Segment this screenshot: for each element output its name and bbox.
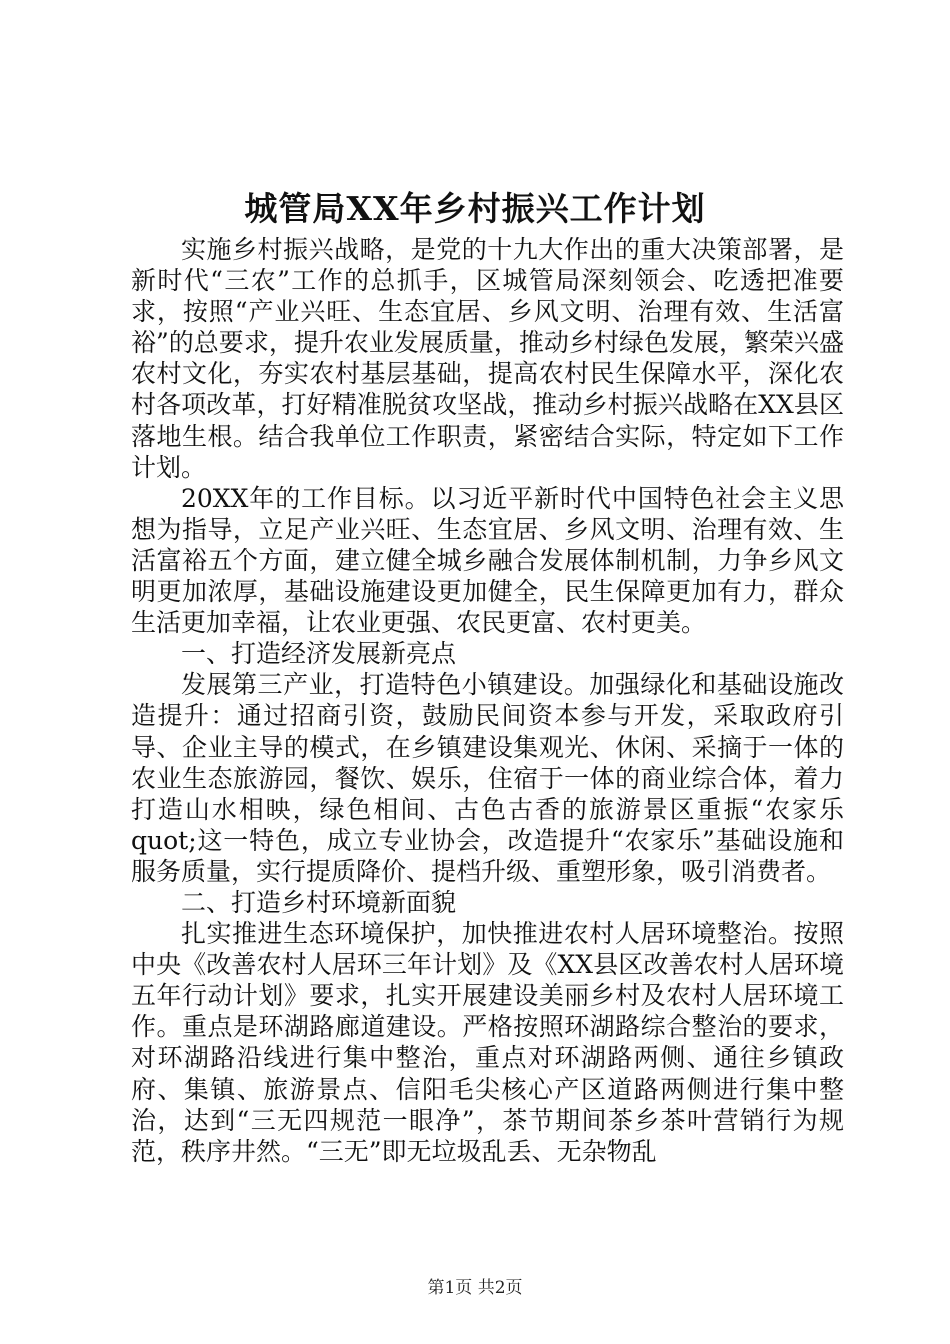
section-heading-2: 二、打造乡村环境新面貌: [181, 887, 457, 917]
page-footer: 第1页 共2页: [427, 1278, 523, 1298]
paragraph-intro: 实施乡村振兴战略，是党的十九大作出的重大决策部署，是新时代“三农”工作的总抓手，区城管局深刻领会、吃透把准要求，按照“产业兴旺、生态宜居、乡风文明、治理有效、生活富裕”的总要求，提升农业发展质量，推动乡村绿色发展，繁荣兴盛农村文化，夯实农村基层基础，提高农村民生保障水平，深化农村各项改革，打好精准脱贫攻坚战，推动乡村振兴战略在XX县区落地生根。结合我单位工作职责，紧密结合实际，特定如下工作计划。: [131, 235, 844, 482]
paragraph-section-2: 扎实推进生态环境保护，加快推进农村人居环境整治。按照中央《改善农村人居环三年计划》及《XX县区改善农村人居环境五年行动计划》要求，扎实开展建设美丽乡村及农村人居环境工作。重点是环湖路廊道建设。严格按照环湖路综合整治的要求，对环湖路沿线进行集中整治，重点对环湖路两侧、通往乡镇政府、集镇、旅游景点、信阳毛尖核心产区道路两侧进行集中整治，达到“三无四规范一眼净”，茶节期间茶乡茶叶营销行为规范，秩序井然。“三无”即无垃圾乱丢、无杂物乱: [131, 919, 844, 1166]
paragraph-goals: 20XX年的工作目标。以习近平新时代中国特色社会主义思想为指导，立足产业兴旺、生态宜居、乡风文明、治理有效、生活富裕五个方面，建立健全城乡融合发展体制机制，力争乡风文明更加浓厚，基础设施建设更加健全，民生保障更加有力，群众生活更加幸福，让农业更强、农民更富、农村更美。: [131, 483, 844, 638]
document-title: 城管局XX年乡村振兴工作计划: [244, 189, 706, 228]
paragraph-section-1: 发展第三产业，打造特色小镇建设。加强绿化和基础设施改造提升：通过招商引资，鼓励民间资本参与开发，采取政府引导、企业主导的模式，在乡镇建设集观光、休闲、采摘于一体的农业生态旅游园，餐饮、娱乐，住宿于一体的商业综合体，着力打造山水相映，绿色相间、古色古香的旅游景区重振“农家乐quot;这一特色，成立专业协会，改造提升“农家乐”基础设施和服务质量，实行提质降价、提档升级、重塑形象，吸引消费者。: [131, 670, 844, 886]
document-body: [131, 234, 844, 1167]
section-heading-1: 一、打造经济发展新亮点: [181, 639, 457, 669]
